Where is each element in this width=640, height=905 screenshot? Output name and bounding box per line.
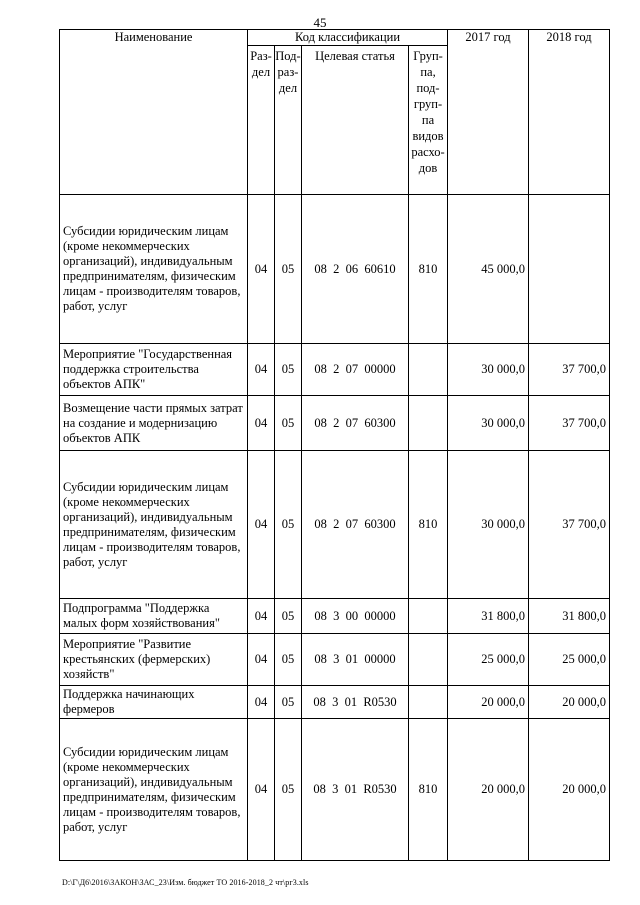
row-2017: 20 000,0 bbox=[448, 686, 529, 719]
row-target-article bbox=[302, 686, 409, 719]
table-row bbox=[60, 451, 610, 599]
row-target-article bbox=[302, 344, 409, 396]
row-name: Субсидии юридическим лицам (кроме некоммерческих организаций), индивидуальным предпринимателям, физическим лицам - производителям товаров, работ, услуг bbox=[60, 195, 248, 344]
row-section: 04 bbox=[248, 451, 275, 599]
row-2018 bbox=[529, 195, 610, 344]
table-row bbox=[60, 719, 610, 861]
cs-event: 01 bbox=[345, 652, 359, 666]
row-subsection: 05 bbox=[275, 396, 302, 451]
row-2017: 25 000,0 bbox=[448, 634, 529, 686]
row-target-article bbox=[302, 719, 409, 861]
row-name: Субсидии юридическим лицам (кроме некоммерческих организаций), индивидуальным предпринимателям, физическим лицам - производителям товаров, работ, услуг bbox=[60, 719, 248, 861]
row-2018: 20 000,0 bbox=[529, 719, 610, 861]
row-2018: 37 700,0 bbox=[529, 396, 610, 451]
row-expense-group: 810 bbox=[409, 195, 448, 344]
row-section: 04 bbox=[248, 195, 275, 344]
row-expense-group bbox=[409, 344, 448, 396]
header-row-top bbox=[60, 30, 610, 46]
table-row bbox=[60, 344, 610, 396]
row-subsection: 05 bbox=[275, 634, 302, 686]
cs-program: 08 bbox=[313, 694, 326, 709]
header-name: Наименование bbox=[60, 30, 248, 195]
cs-program: 08 bbox=[314, 608, 327, 623]
cs-direction: 00000 bbox=[364, 652, 396, 666]
cs-direction: R0530 bbox=[363, 782, 397, 796]
cs-subprogram: 2 bbox=[333, 517, 340, 531]
row-name: Субсидии юридическим лицам (кроме некоммерческих организаций), индивидуальным предпринимателям, физическим лицам - производителям товаров, работ, услуг bbox=[60, 451, 248, 599]
table-row bbox=[60, 634, 610, 686]
cs-event: 07 bbox=[345, 362, 359, 376]
cs-event: 00 bbox=[345, 608, 359, 623]
row-expense-group: 810 bbox=[409, 719, 448, 861]
row-expense-group: 810 bbox=[409, 451, 448, 599]
cs-event: 07 bbox=[345, 415, 359, 430]
row-2018: 31 800,0 bbox=[529, 599, 610, 634]
table-row bbox=[60, 195, 610, 344]
row-expense-group bbox=[409, 634, 448, 686]
cs-event: 07 bbox=[345, 517, 359, 531]
file-path-footer: D:\Г\Д6\2016\ЗАКОН\ЗАС_23\Изм. бюджет ТО 2016-2018_2 чт\рг3.xls bbox=[62, 878, 309, 887]
row-name: Мероприятие "Развитие крестьянских (фермерских) хозяйств" bbox=[60, 634, 248, 686]
row-2018: 25 000,0 bbox=[529, 634, 610, 686]
header-subsection: Под- раз- дел bbox=[275, 46, 302, 195]
table-row bbox=[60, 686, 610, 719]
cs-program: 08 bbox=[314, 415, 327, 430]
cs-direction: 00000 bbox=[364, 362, 396, 376]
cs-program: 08 bbox=[313, 782, 326, 796]
row-target-article bbox=[302, 396, 409, 451]
row-target-article bbox=[302, 634, 409, 686]
cs-subprogram: 2 bbox=[333, 415, 340, 430]
row-2017: 45 000,0 bbox=[448, 195, 529, 344]
row-target-article bbox=[302, 599, 409, 634]
row-2017: 30 000,0 bbox=[448, 451, 529, 599]
cs-event: 06 bbox=[345, 261, 359, 276]
page-number: 45 bbox=[313, 15, 327, 30]
header-target-article: Целевая статья bbox=[302, 46, 409, 195]
cs-subprogram: 3 bbox=[332, 694, 339, 709]
cs-subprogram: 3 bbox=[333, 608, 340, 623]
row-2017: 30 000,0 bbox=[448, 344, 529, 396]
row-name: Подпрограмма "Поддержка малых форм хозяйствования" bbox=[60, 599, 248, 634]
cs-event: 01 bbox=[344, 694, 358, 709]
row-section: 04 bbox=[248, 686, 275, 719]
cs-program: 08 bbox=[314, 362, 327, 376]
cs-subprogram: 3 bbox=[333, 652, 340, 666]
row-name: Мероприятие "Государственная поддержка строительства объектов АПК" bbox=[60, 344, 248, 396]
row-subsection: 05 bbox=[275, 719, 302, 861]
row-section: 04 bbox=[248, 599, 275, 634]
cs-subprogram: 2 bbox=[333, 261, 340, 276]
row-subsection: 05 bbox=[275, 451, 302, 599]
row-subsection: 05 bbox=[275, 599, 302, 634]
cs-event: 01 bbox=[344, 782, 358, 796]
cs-direction: R0530 bbox=[363, 694, 397, 709]
row-expense-group bbox=[409, 686, 448, 719]
cs-subprogram: 2 bbox=[333, 362, 340, 376]
table-row bbox=[60, 396, 610, 451]
row-subsection: 05 bbox=[275, 686, 302, 719]
row-expense-group bbox=[409, 396, 448, 451]
row-name: Возмещение части прямых затрат на создание и модернизацию объектов АПК bbox=[60, 396, 248, 451]
row-2017: 31 800,0 bbox=[448, 599, 529, 634]
row-target-article bbox=[302, 195, 409, 344]
row-section: 04 bbox=[248, 719, 275, 861]
cs-program: 08 bbox=[314, 261, 327, 276]
row-name: Поддержка начинающих фермеров bbox=[60, 686, 248, 719]
cs-subprogram: 3 bbox=[332, 782, 339, 796]
row-2018: 37 700,0 bbox=[529, 451, 610, 599]
row-expense-group bbox=[409, 599, 448, 634]
cs-direction: 60300 bbox=[364, 415, 396, 430]
row-subsection: 05 bbox=[275, 344, 302, 396]
cs-direction: 60610 bbox=[364, 261, 396, 276]
cs-program: 08 bbox=[314, 517, 327, 531]
header-classification: Код классификации bbox=[248, 30, 448, 46]
cs-program: 08 bbox=[314, 652, 327, 666]
row-2018: 37 700,0 bbox=[529, 344, 610, 396]
row-2017: 30 000,0 bbox=[448, 396, 529, 451]
row-2017: 20 000,0 bbox=[448, 719, 529, 861]
row-section: 04 bbox=[248, 344, 275, 396]
header-2017: 2017 год bbox=[448, 30, 529, 195]
row-section: 04 bbox=[248, 634, 275, 686]
row-section: 04 bbox=[248, 396, 275, 451]
budget-table bbox=[59, 29, 610, 861]
row-subsection: 05 bbox=[275, 195, 302, 344]
row-target-article bbox=[302, 451, 409, 599]
header-section: Раз- дел bbox=[248, 46, 275, 195]
row-2018: 20 000,0 bbox=[529, 686, 610, 719]
header-expense-group: Груп- па, под- груп- па видов расхо- дов bbox=[409, 46, 448, 195]
cs-direction: 00000 bbox=[364, 608, 396, 623]
cs-direction: 60300 bbox=[364, 517, 396, 531]
header-2018: 2018 год bbox=[529, 30, 610, 195]
table-row bbox=[60, 599, 610, 634]
